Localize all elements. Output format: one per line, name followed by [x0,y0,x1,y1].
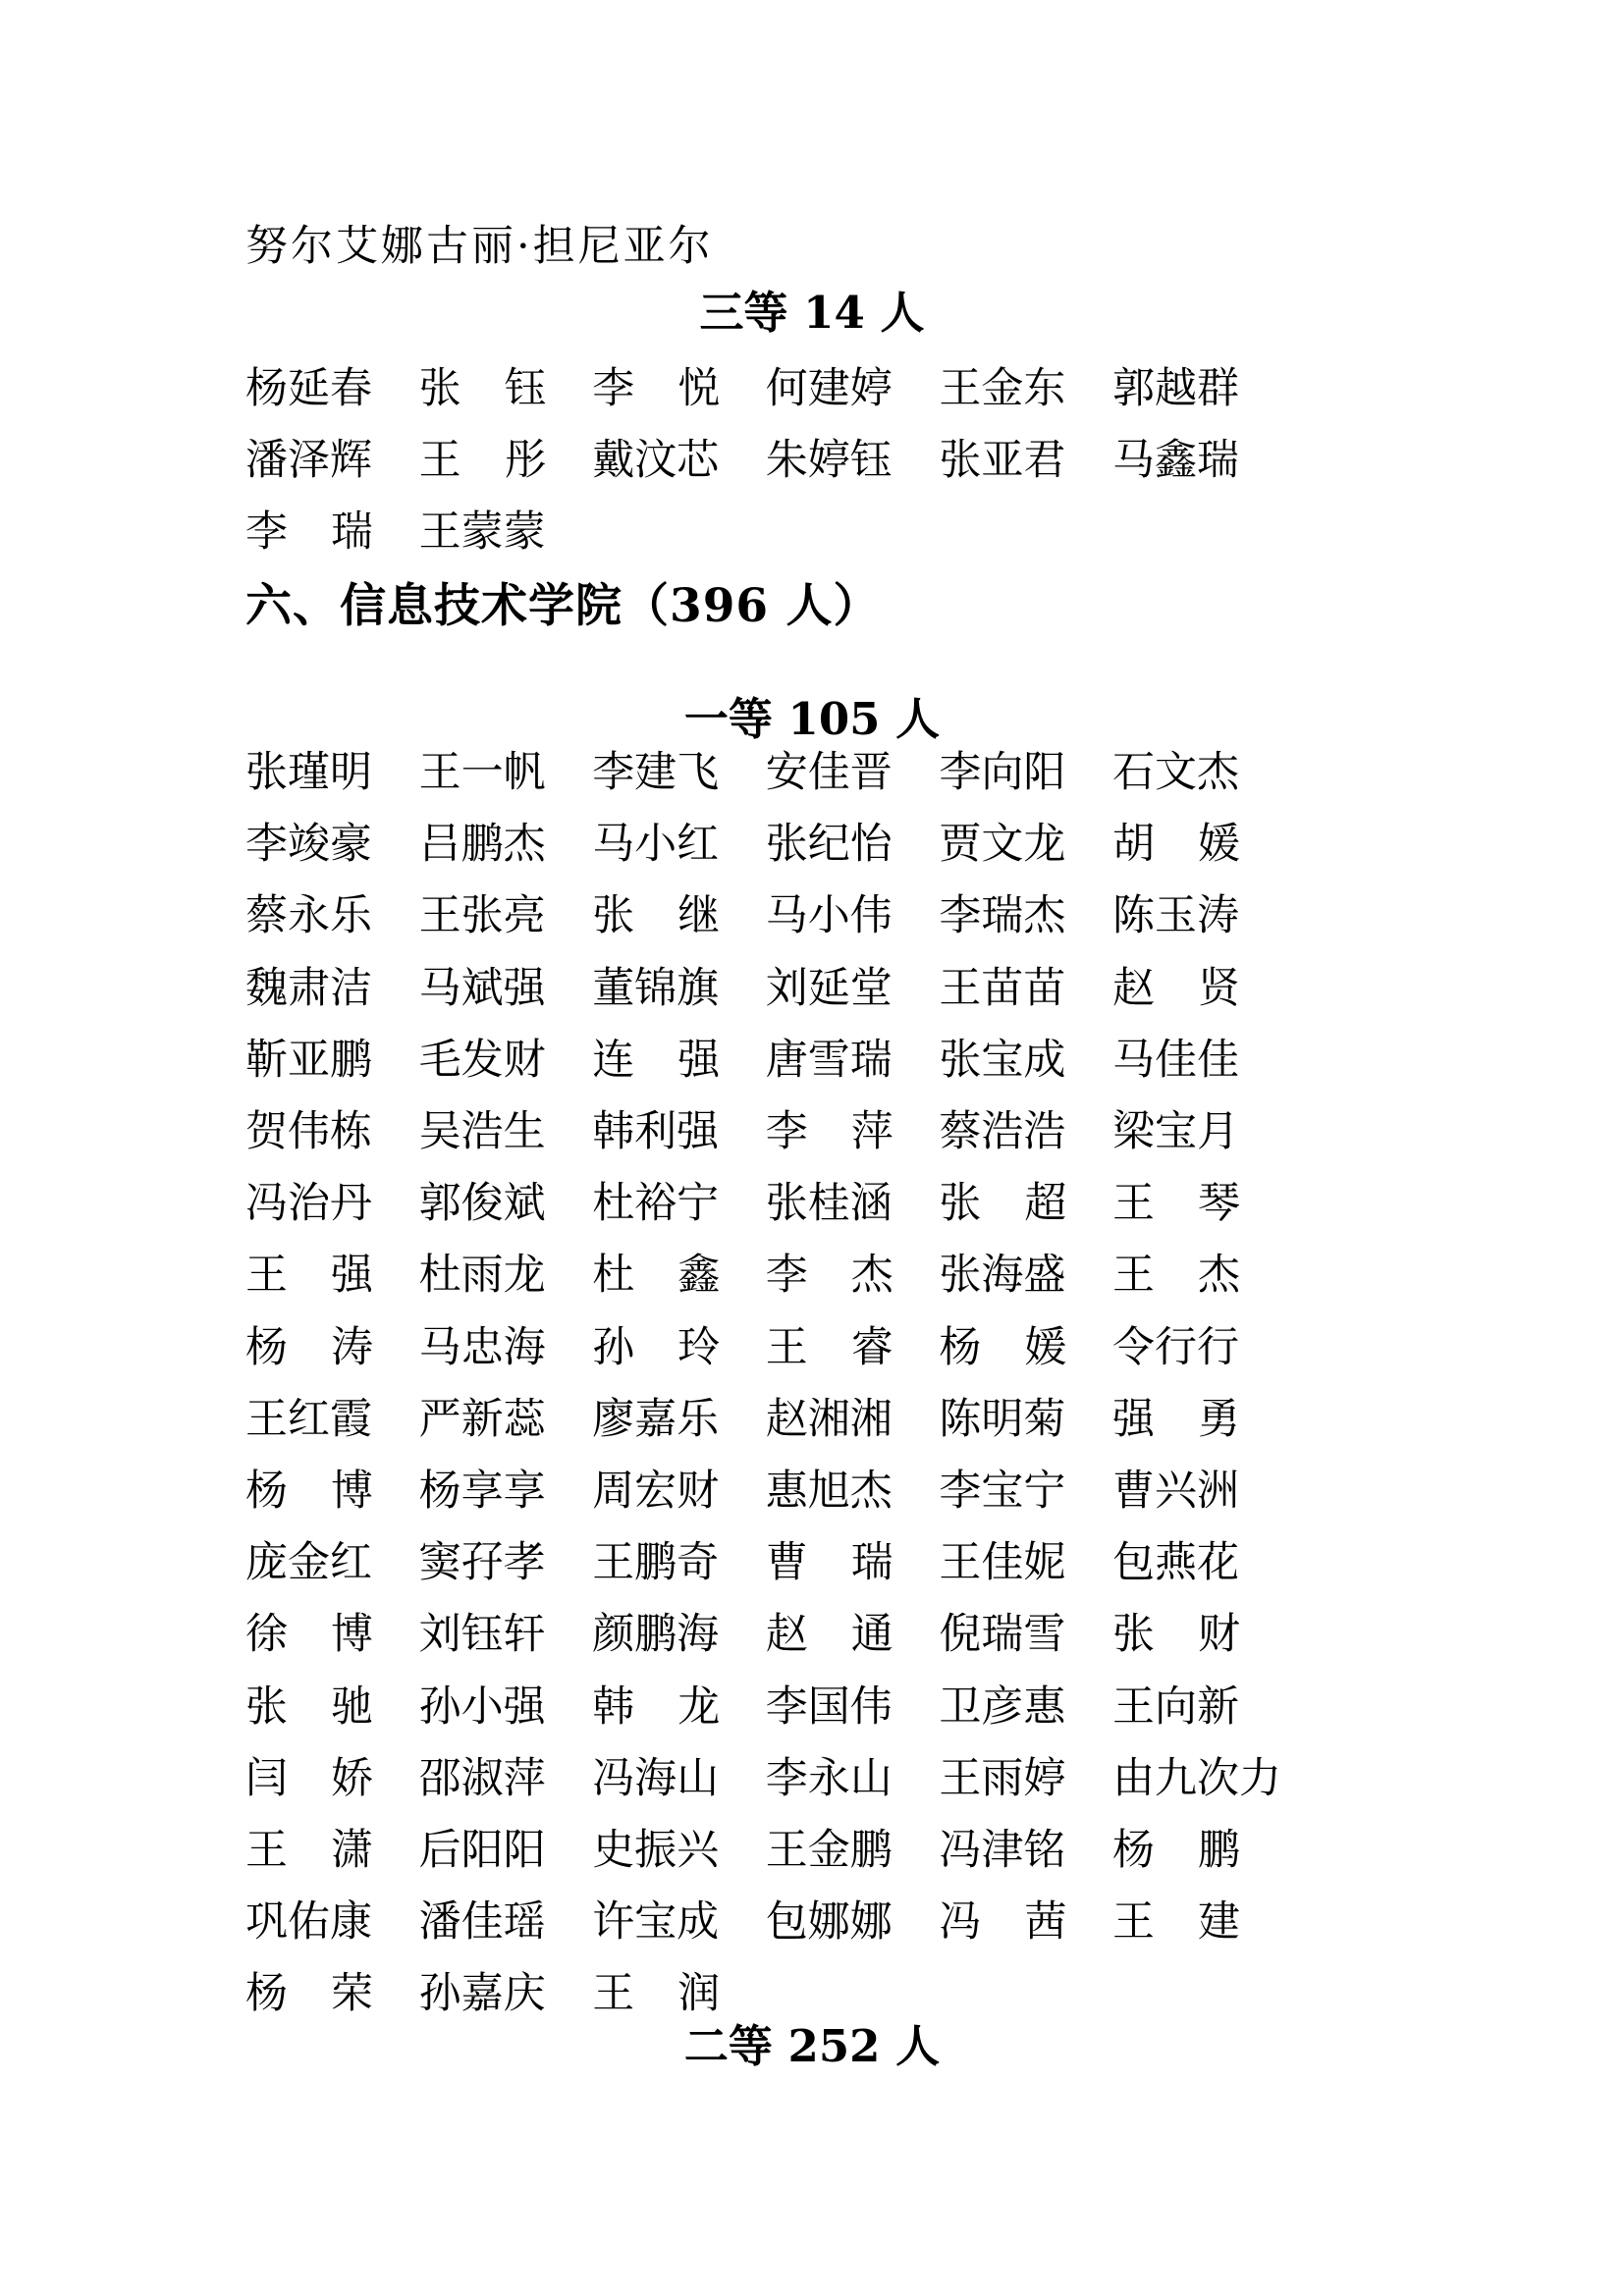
person-name-char: 王 [245,1825,288,1875]
person-name-char: 韩 [592,1682,635,1732]
person-name-char: 媛 [1024,1322,1067,1372]
person-name-char: 李 [765,1107,808,1157]
person-name: 张亚君 [939,436,1066,486]
person-name: 邵淑萍 [418,1753,546,1803]
person-name: 王一帆 [418,748,546,798]
name-row [245,809,1240,881]
person-name-char: 萍 [850,1107,893,1157]
person-name: 张纪怡 [765,820,893,870]
person-name: 刘钰轩 [418,1610,546,1660]
tier-heading-third-class: 三等 14 人 [699,287,925,339]
person-name-char: 娇 [331,1753,373,1803]
person-name: 董锦旗 [592,963,720,1013]
person-name: 卫彦惠 [939,1682,1066,1732]
person-name-char: 李 [592,364,635,414]
person-name [939,1897,1067,1948]
person-name: 王蒙蒙 [418,507,546,558]
person-name: 王红霞 [245,1394,372,1444]
person-name-char: 张 [939,1179,982,1229]
person-name: 陈明菊 [939,1394,1066,1444]
person-name: 马佳佳 [1111,1035,1239,1085]
person-name [418,364,547,414]
person-name: 杨延春 [245,364,372,414]
person-name [245,1753,373,1803]
person-name: 窦孖孝 [418,1538,546,1588]
person-name [1111,963,1240,1013]
person-name [765,1107,893,1157]
person-name-char: 杨 [245,1466,288,1516]
person-name [939,1322,1067,1372]
person-name: 潘佳瑶 [418,1897,546,1948]
person-name-char: 赵 [765,1610,808,1660]
person-name: 靳亚鹏 [245,1035,372,1085]
person-name-char: 钰 [504,364,547,414]
person-name: 包娜娜 [765,1897,893,1948]
person-name-char: 荣 [331,1969,373,2019]
person-name: 张宝成 [939,1035,1066,1085]
person-name [765,1251,893,1301]
person-name: 倪瑞雪 [939,1610,1066,1660]
person-name: 令行行 [1111,1322,1239,1372]
person-name: 赵湘湘 [765,1394,893,1444]
person-name [592,1251,721,1301]
person-name [1111,1825,1240,1875]
name-row [245,1887,1240,1958]
person-name [939,1179,1067,1229]
person-name [1111,1610,1240,1660]
person-name [592,1969,721,2019]
person-name-char: 涛 [331,1322,373,1372]
person-name-char: 彤 [504,436,547,486]
person-name: 刘延堂 [765,963,893,1013]
person-name: 王金东 [939,364,1066,414]
person-name [245,1682,373,1732]
person-name: 冯津铭 [939,1825,1066,1875]
person-name: 王雨婷 [939,1753,1066,1803]
name-row [245,737,1240,809]
person-name: 严新蕊 [418,1394,546,1444]
person-name: 李建飞 [592,748,720,798]
person-name: 廖嘉乐 [592,1394,720,1444]
person-name-char: 张 [245,1682,288,1732]
person-name: 韩利强 [592,1107,720,1157]
person-name: 王金鹏 [765,1825,893,1875]
person-name [592,1035,721,1085]
person-name [592,1322,721,1372]
person-name-char: 睿 [850,1322,893,1372]
person-name-char: 李 [765,1251,808,1301]
tier-heading-first-class: 一等 105 人 [683,693,941,745]
person-name [245,1610,373,1660]
person-name: 马小红 [592,820,720,870]
person-name: 张瑾明 [245,748,372,798]
person-name-char: 潇 [331,1825,373,1875]
person-name: 王苗苗 [939,963,1066,1013]
person-name: 惠旭杰 [765,1466,893,1516]
person-name-char: 媛 [1197,820,1240,870]
name-row [245,1456,1240,1527]
person-name-char: 瑞 [850,1538,893,1588]
name-row [245,1096,1240,1168]
person-name: 郭俊斌 [418,1179,546,1229]
person-name-char: 博 [331,1610,373,1660]
person-name: 马斌强 [418,963,546,1013]
person-name-char: 赵 [1111,963,1155,1013]
person-name-char: 杰 [1197,1251,1240,1301]
person-name: 郭越群 [1111,364,1239,414]
person-name: 石文杰 [1111,748,1239,798]
name-row [245,1168,1240,1240]
person-name-char: 继 [677,891,721,941]
person-name: 李国伟 [765,1682,893,1732]
person-name-char: 孙 [592,1322,635,1372]
person-name [245,1825,373,1875]
person-name [1111,1394,1240,1444]
person-name-char: 玲 [677,1322,721,1372]
person-name: 蔡永乐 [245,891,372,941]
person-name: 杜雨龙 [418,1251,546,1301]
overflow-name-line: 努尔艾娜古丽·担尼亚尔 [245,222,714,271]
person-name-char: 张 [592,891,635,941]
person-name [1111,1251,1240,1301]
person-name: 孙嘉庆 [418,1969,546,2019]
person-name-char: 李 [245,507,288,558]
person-name-char: 超 [1024,1179,1067,1229]
person-name: 李竣豪 [245,820,372,870]
person-name [245,1466,373,1516]
name-row [245,953,1240,1025]
person-name [245,507,373,558]
person-name: 王鹏奇 [592,1538,720,1588]
person-name: 张桂涵 [765,1179,893,1229]
person-name-char: 王 [1111,1897,1155,1948]
person-name [765,1322,893,1372]
person-name: 李向阳 [939,748,1066,798]
person-name [245,1969,373,2019]
person-name [1111,820,1240,870]
person-name: 李永山 [765,1753,893,1803]
tier-heading-second-class: 二等 252 人 [683,2020,941,2072]
person-name: 马鑫瑞 [1111,436,1239,486]
person-name: 贾文龙 [939,820,1066,870]
name-row [245,1312,1240,1384]
person-name: 朱婷钰 [765,436,893,486]
person-name: 杜裕宁 [592,1179,720,1229]
person-name-char: 王 [245,1251,288,1301]
person-name [592,364,721,414]
person-name: 潘泽辉 [245,436,372,486]
person-name-char: 王 [1111,1251,1155,1301]
person-name-char: 徐 [245,1610,288,1660]
person-name-char: 冯 [939,1897,982,1948]
person-name-char: 勇 [1197,1394,1240,1444]
name-row [245,1384,1240,1456]
name-row [245,1599,1240,1671]
person-name: 吕鹏杰 [418,820,546,870]
person-name: 戴汶芯 [592,436,720,486]
person-name-char: 鑫 [677,1251,721,1301]
name-row [245,425,1240,497]
person-name [245,1322,373,1372]
person-name-char: 博 [331,1466,373,1516]
person-name: 包燕花 [1111,1538,1239,1588]
person-name: 贺伟栋 [245,1107,372,1157]
person-name [592,891,721,941]
person-name-char: 强 [331,1251,373,1301]
person-name [592,1682,721,1732]
person-name: 吴浩生 [418,1107,546,1157]
person-name-char: 贤 [1197,963,1240,1013]
person-name-char: 王 [592,1969,635,2019]
name-row [245,881,1240,952]
person-name-char: 王 [1111,1179,1155,1229]
person-name-char: 杨 [1111,1825,1155,1875]
person-name-char: 王 [765,1322,808,1372]
person-name [765,1538,893,1588]
person-name: 庞金红 [245,1538,372,1588]
person-name-char: 鹏 [1197,1825,1240,1875]
name-row [245,1671,1240,1742]
person-name: 史振兴 [592,1825,720,1875]
name-grid-first-class [245,737,1281,2030]
person-name: 杨享享 [418,1466,546,1516]
person-name: 由九次力 [1111,1753,1281,1803]
person-name: 周宏财 [592,1466,720,1516]
name-row [245,353,1240,425]
person-name-char: 闫 [245,1753,288,1803]
person-name-char: 通 [850,1610,893,1660]
person-name: 魏肃洁 [245,963,372,1013]
person-name-char: 杨 [939,1322,982,1372]
person-name-char: 润 [677,1969,721,2019]
person-name-char: 张 [418,364,461,414]
person-name-char: 杰 [850,1251,893,1301]
person-name-char: 连 [592,1035,635,1085]
name-row [245,1815,1240,1887]
person-name-char: 悦 [677,364,721,414]
person-name: 颜鹏海 [592,1610,720,1660]
person-name-char: 驰 [331,1682,373,1732]
person-name: 马忠海 [418,1322,546,1372]
person-name: 曹兴洲 [1111,1466,1239,1516]
person-name-char: 胡 [1111,820,1155,870]
person-name: 巩佑康 [245,1897,372,1948]
person-name: 王佳妮 [939,1538,1066,1588]
person-name: 何建婷 [765,364,893,414]
person-name-char: 王 [418,436,461,486]
name-row [245,1527,1240,1599]
name-grid-third-class [245,353,1240,569]
person-name: 毛发财 [418,1035,546,1085]
person-name: 安佳晋 [765,748,893,798]
person-name: 后阳阳 [418,1825,546,1875]
person-name: 梁宝月 [1111,1107,1239,1157]
person-name: 唐雪瑞 [765,1035,893,1085]
person-name-char: 强 [1111,1394,1155,1444]
person-name-char: 杨 [245,1322,288,1372]
person-name-char: 张 [1111,1610,1155,1660]
person-name-char: 强 [677,1035,721,1085]
person-name: 张海盛 [939,1251,1066,1301]
person-name [1111,1179,1240,1229]
person-name: 冯治丹 [245,1179,372,1229]
person-name: 王向新 [1111,1682,1239,1732]
person-name: 李瑞杰 [939,891,1066,941]
section-heading-college: 六、信息技术学院（396 人） [245,579,881,633]
person-name-char: 财 [1197,1610,1240,1660]
person-name-char: 曹 [765,1538,808,1588]
person-name: 许宝成 [592,1897,720,1948]
person-name: 蔡浩浩 [939,1107,1066,1157]
person-name-char: 建 [1197,1897,1240,1948]
person-name [765,1610,893,1660]
person-name-char: 茜 [1024,1897,1067,1948]
person-name [245,1251,373,1301]
person-name [1111,1897,1240,1948]
person-name-char: 龙 [677,1682,721,1732]
person-name-char: 杨 [245,1969,288,2019]
name-row [245,497,1240,568]
person-name-char: 瑞 [331,507,373,558]
person-name: 王张亮 [418,891,546,941]
name-row [245,1025,1240,1096]
person-name [418,436,547,486]
name-row [245,1240,1240,1311]
person-name-char: 杜 [592,1251,635,1301]
person-name: 孙小强 [418,1682,546,1732]
person-name: 李宝宁 [939,1466,1066,1516]
person-name: 冯海山 [592,1753,720,1803]
person-name: 陈玉涛 [1111,891,1239,941]
person-name-char: 琴 [1197,1179,1240,1229]
name-row [245,1743,1281,1815]
person-name: 马小伟 [765,891,893,941]
